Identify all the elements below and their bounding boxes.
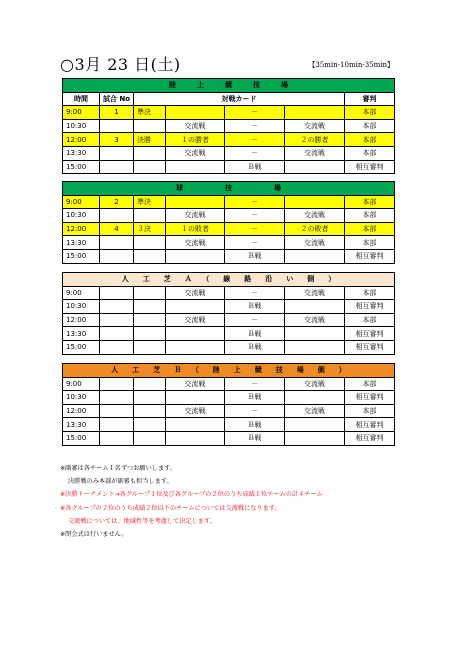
table-row: [63, 391, 395, 405]
cell-team-a: [166, 431, 225, 445]
cell-time: 10:30: [63, 300, 100, 314]
section-title: 球 技 場: [63, 182, 395, 196]
cell-round: [134, 160, 166, 174]
note-line: ※閉会式は行いません。: [60, 531, 128, 539]
schedule-table-turf-a: [62, 272, 395, 355]
cell-referee: 相互審判: [345, 431, 395, 445]
table-row: [63, 106, 395, 120]
cell-vs: Ｂ戦: [225, 327, 285, 341]
cell-no: [100, 160, 134, 174]
table-row: [63, 119, 395, 133]
cell-team-a: [166, 327, 225, 341]
cell-no: [100, 146, 134, 160]
cell-team-b: [285, 327, 345, 341]
cell-no: [100, 340, 134, 354]
table-row: [63, 222, 395, 236]
cell-team-b: 交流戦: [285, 313, 345, 327]
cell-vs: Ｂ戦: [225, 418, 285, 432]
cell-time: 10:30: [63, 391, 100, 405]
cell-team-b: 交流戦: [285, 209, 345, 223]
cell-team-b: 交流戦: [285, 377, 345, 391]
cell-time: 12:00: [63, 313, 100, 327]
cell-team-a: 交流戦: [166, 209, 225, 223]
col-referee: 審判: [345, 92, 395, 106]
cell-team-b: [285, 431, 345, 445]
cell-vs: －: [225, 133, 285, 147]
cell-team-a: 交流戦: [166, 146, 225, 160]
col-match-no: 試合 No: [100, 92, 134, 106]
cell-time: 13:30: [63, 236, 100, 250]
cell-team-a: １の勝者: [166, 133, 225, 147]
cell-team-b: [285, 340, 345, 354]
cell-time: 12:00: [63, 222, 100, 236]
note-line-important: ※各グループの２位のうち成績２位以下のチームについては交流戦になります。: [60, 504, 281, 512]
cell-time: 9:00: [63, 377, 100, 391]
table-row: [63, 146, 395, 160]
cell-referee: 相互審判: [345, 327, 395, 341]
table-row: [63, 249, 395, 263]
section-title: 人 工 芝 Ｂ （ 陸 上 競 技 場 側 ）: [63, 364, 395, 378]
cell-time: 10:30: [63, 209, 100, 223]
table-row: [63, 431, 395, 445]
cell-team-a: 交流戦: [166, 313, 225, 327]
cell-time: 13:30: [63, 418, 100, 432]
cell-vs: －: [225, 222, 285, 236]
cell-time: 13:30: [63, 146, 100, 160]
cell-time: 9:00: [63, 195, 100, 209]
cell-team-b: [285, 160, 345, 174]
table-row: [63, 209, 395, 223]
cell-vs: Ｂ戦: [225, 160, 285, 174]
cell-vs: －: [225, 236, 285, 250]
cell-round: [134, 327, 166, 341]
cell-round: [134, 209, 166, 223]
cell-vs: －: [225, 313, 285, 327]
note-line: 決勝戦のみ本部が副審も担当します。: [68, 478, 173, 486]
cell-time: 15:00: [63, 249, 100, 263]
cell-vs: －: [225, 195, 285, 209]
cell-vs: Ｂ戦: [225, 391, 285, 405]
duration-note: 【35min-10min-35min】: [308, 61, 394, 69]
cell-team-b: [285, 391, 345, 405]
cell-round: [134, 146, 166, 160]
cell-vs: Ｂ戦: [225, 300, 285, 314]
cell-time: 13:30: [63, 327, 100, 341]
cell-no: 2: [100, 195, 134, 209]
cell-no: [100, 236, 134, 250]
schedule-table-turf-b: [62, 363, 395, 446]
table-row: [63, 418, 395, 432]
cell-team-a: 交流戦: [166, 404, 225, 418]
table-row: [63, 236, 395, 250]
cell-round: [134, 404, 166, 418]
cell-referee: 本部: [345, 377, 395, 391]
cell-no: [100, 300, 134, 314]
cell-referee: 相互審判: [345, 249, 395, 263]
cell-no: 3: [100, 133, 134, 147]
table-row: [63, 313, 395, 327]
section-header: [63, 79, 395, 93]
cell-no: [100, 249, 134, 263]
section-title: 人 工 芝 Ａ （ 線 路 沿 い 側 ）: [63, 273, 395, 287]
note-line-important: 交流戦については、地域性等を考慮して決定します。: [68, 517, 216, 525]
cell-team-a: 交流戦: [166, 119, 225, 133]
cell-round: [134, 249, 166, 263]
cell-team-a: [166, 418, 225, 432]
cell-team-b: ２の敗者: [285, 222, 345, 236]
cell-vs: Ｂ戦: [225, 431, 285, 445]
cell-round: 決勝: [134, 133, 166, 147]
section-header: [63, 273, 395, 287]
cell-team-b: 交流戦: [285, 286, 345, 300]
cell-referee: 相互審判: [345, 300, 395, 314]
cell-no: 1: [100, 106, 134, 120]
cell-round: 準決: [134, 106, 166, 120]
cell-team-b: ２の勝者: [285, 133, 345, 147]
section-header: [63, 364, 395, 378]
note-line-important: ※決勝トーナメント→各グループ１位及び各グループの２位のうち成績１位チームの計４チーム: [60, 491, 323, 499]
table-row: [63, 286, 395, 300]
cell-no: [100, 209, 134, 223]
cell-vs: －: [225, 119, 285, 133]
cell-team-a: [166, 249, 225, 263]
cell-referee: 相互審判: [345, 418, 395, 432]
cell-team-b: 交流戦: [285, 404, 345, 418]
cell-time: 9:00: [63, 286, 100, 300]
cell-team-b: [285, 418, 345, 432]
table-row: [63, 160, 395, 174]
cell-team-a: 交流戦: [166, 377, 225, 391]
cell-team-a: [166, 160, 225, 174]
cell-referee: 本部: [345, 209, 395, 223]
cell-team-b: 交流戦: [285, 236, 345, 250]
cell-vs: Ｂ戦: [225, 249, 285, 263]
column-header-row: [63, 92, 395, 106]
cell-referee: 本部: [345, 236, 395, 250]
table-row: [63, 327, 395, 341]
cell-team-a: 交流戦: [166, 236, 225, 250]
cell-team-a: １の敗者: [166, 222, 225, 236]
cell-referee: 本部: [345, 146, 395, 160]
cell-no: [100, 377, 134, 391]
cell-round: [134, 300, 166, 314]
cell-no: [100, 418, 134, 432]
cell-no: [100, 391, 134, 405]
col-match-card: 対戦カード: [134, 92, 345, 106]
cell-round: [134, 377, 166, 391]
table-row: [63, 377, 395, 391]
cell-referee: 本部: [345, 195, 395, 209]
cell-team-a: [166, 340, 225, 354]
table-row: [63, 340, 395, 354]
cell-no: [100, 431, 134, 445]
cell-vs: －: [225, 404, 285, 418]
cell-referee: 本部: [345, 119, 395, 133]
cell-round: [134, 431, 166, 445]
cell-referee: 本部: [345, 286, 395, 300]
cell-team-b: 交流戦: [285, 146, 345, 160]
cell-round: 準決: [134, 195, 166, 209]
cell-team-a: [166, 391, 225, 405]
cell-time: 9:00: [63, 106, 100, 120]
cell-team-a: [166, 106, 225, 120]
cell-round: [134, 340, 166, 354]
cell-referee: 相互審判: [345, 160, 395, 174]
cell-referee: 相互審判: [345, 391, 395, 405]
cell-vs: －: [225, 106, 285, 120]
cell-referee: 本部: [345, 133, 395, 147]
cell-referee: 本部: [345, 106, 395, 120]
cell-team-b: [285, 195, 345, 209]
cell-vs: －: [225, 209, 285, 223]
cell-no: [100, 119, 134, 133]
col-time: 時間: [63, 92, 100, 106]
cell-team-b: [285, 249, 345, 263]
cell-team-b: [285, 106, 345, 120]
schedule-table-ball-field: [62, 181, 395, 264]
cell-no: [100, 313, 134, 327]
cell-vs: －: [225, 377, 285, 391]
cell-team-a: [166, 195, 225, 209]
section-title: 陸 上 競 技 場: [63, 79, 395, 93]
cell-team-b: [285, 300, 345, 314]
table-row: [63, 300, 395, 314]
cell-round: [134, 286, 166, 300]
cell-team-b: 交流戦: [285, 119, 345, 133]
cell-referee: 本部: [345, 222, 395, 236]
cell-time: 15:00: [63, 160, 100, 174]
section-header: [63, 182, 395, 196]
cell-round: [134, 119, 166, 133]
table-row: [63, 195, 395, 209]
cell-round: [134, 313, 166, 327]
cell-time: 12:00: [63, 133, 100, 147]
notes-section: [60, 462, 400, 541]
cell-time: 15:00: [63, 431, 100, 445]
cell-referee: 本部: [345, 313, 395, 327]
note-line: ※副審は各チーム１名ずつお願いします。: [60, 465, 177, 472]
cell-team-a: [166, 300, 225, 314]
cell-time: 10:30: [63, 119, 100, 133]
cell-team-a: 交流戦: [166, 286, 225, 300]
cell-round: [134, 418, 166, 432]
page-title: ○3月 23 日(土): [60, 55, 181, 74]
table-row: [63, 133, 395, 147]
table-row: [63, 404, 395, 418]
cell-no: [100, 286, 134, 300]
cell-vs: －: [225, 146, 285, 160]
cell-round: [134, 236, 166, 250]
cell-no: 4: [100, 222, 134, 236]
schedule-table-stadium: [62, 78, 395, 174]
cell-referee: 本部: [345, 404, 395, 418]
cell-no: [100, 404, 134, 418]
cell-round: ３決: [134, 222, 166, 236]
cell-vs: －: [225, 286, 285, 300]
cell-time: 15:00: [63, 340, 100, 354]
cell-time: 12:00: [63, 404, 100, 418]
cell-round: [134, 391, 166, 405]
cell-vs: Ｂ戦: [225, 340, 285, 354]
cell-referee: 相互審判: [345, 340, 395, 354]
cell-no: [100, 327, 134, 341]
